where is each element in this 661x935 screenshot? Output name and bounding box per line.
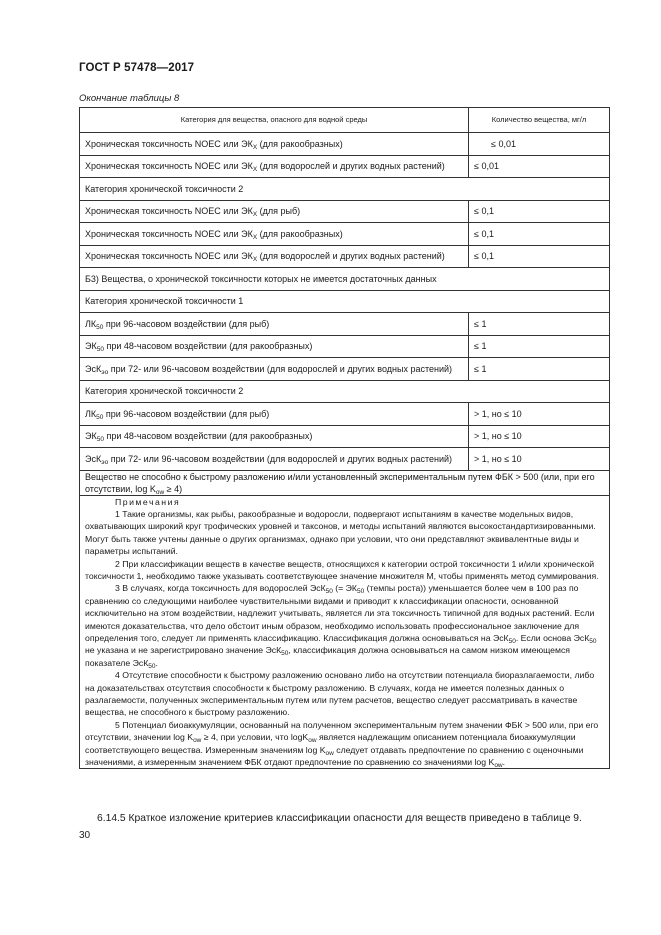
row-value: > 1, но ≤ 10: [469, 425, 610, 448]
table-row: [80, 448, 610, 471]
notes-title: Примечания: [115, 496, 181, 507]
col-category-header: Категория для вещества, опасного для водной среды: [80, 108, 469, 133]
document-code: ГОСТ Р 57478—2017: [79, 62, 195, 74]
classification-table: [79, 107, 610, 769]
table-row: [80, 133, 610, 156]
section-row: [80, 290, 610, 313]
table-row: [80, 200, 610, 223]
row-label: ЭсК$_{эо}$ при 72- или 96-часовом воздействии (для водорослей и других водных растений): [80, 448, 469, 471]
row-label: Хроническая токсичность NOEC или $ЭК_X$ (для рыб): [80, 200, 469, 223]
section-row: [80, 178, 610, 201]
row-value: ≤ 1: [469, 335, 610, 358]
note-3: 3 В случаях, когда токсичность для водорослей ЭсК$_{50}$ (= $ЭК_{50}$ (темпы роста)) уменьшается более чем в 100 раз по сравнению со следующими наиболее чувствительными видами и приводит к классификации опасности, основанной исключительно на этом воздействии, надлежит учитывать, является ли эта токсичность типичной для водных растений. Если имеются доказательства, что дело обстоит иным образом, необходимо использовать профессиональное заключение для определения того, следует ли применять классификацию. Классификация должна основываться на ЭсК$_{50}$. Если основа ЭсК$_{50}$ не указана и не зарегистрировано значение ЭсК$_{50}$, классификация должна основываться на самом низком имеющемся показателе ЭсК$_{50}$.: [85, 583, 597, 670]
row-value: ≤ 0,1: [469, 200, 610, 223]
section-title: Категория хронической токсичности 1: [80, 290, 610, 313]
table-row: [80, 245, 610, 268]
section-row: [80, 380, 610, 403]
row-value: ≤ 0,1: [469, 223, 610, 246]
notes-cell: [80, 495, 610, 769]
page-number: 30: [79, 830, 91, 841]
table-row: [80, 358, 610, 381]
row-label: Хроническая токсичность NOEC или $ЭК_X$ (для водорослей и других водных растений): [80, 155, 469, 178]
row-value: ≤ 1: [469, 313, 610, 336]
degradation-row: [80, 470, 610, 495]
closing-paragraph: 6.14.5 Краткое изложение критериев классификации опасности для веществ приведено в таблице 9.: [97, 813, 582, 824]
row-label: $ЭК_{50}$ при 48-часовом воздействии (для ракообразных): [80, 335, 469, 358]
row-value: ≤ 0,01: [469, 133, 610, 156]
note-1: 1 Такие организмы, как рыбы, ракообразные и водоросли, подвергают испытаниям в качестве модельных видов, охватывающих широкий круг трофических уровней и таксонов, и методы испытаний являются высокостандартизированными. Могут быть также учтены данные о других организмах, однако при условии, что они представляют эквивалентные виды и параметры испытаний.: [85, 508, 596, 557]
row-value: ≤ 0,01: [469, 155, 610, 178]
row-label: $ЭК_{50}$ при 48-часовом воздействии (для ракообразных): [80, 425, 469, 448]
row-label: Хроническая токсичность NOEC или $ЭК_X$ (для водорослей и других водных растений): [80, 245, 469, 268]
section-title: Категория хронической токсичности 2: [80, 178, 610, 201]
row-label: $ЛК_{50}$ при 96-часовом воздействии (для рыб): [80, 313, 469, 336]
row-label: $ЛК_{50}$ при 96-часовом воздействии (для рыб): [80, 403, 469, 426]
table-row: [80, 223, 610, 246]
section-row: [80, 268, 610, 291]
note-4: 4 Отсутствие способности к быстрому разложению основано либо на отсутствии потенциала биоразлагаемости, либо на доказательствах отсутствия способности к быстрому разложению. В случаях, когда не имеется полезных данных о разлагаемости, полученных экспериментальным путем или путем расчетов, вещество следует рассматривать в качестве вещества, не способного к быстрому разложению.: [85, 670, 595, 718]
notes-row: [80, 495, 610, 769]
row-value: > 1, но ≤ 10: [469, 448, 610, 471]
table-row: [80, 155, 610, 178]
row-value: ≤ 1: [469, 358, 610, 381]
table-row: [80, 425, 610, 448]
row-label: ЭсК$_{эо}$ при 72- или 96-часовом воздействии (для водорослей и других водных растений): [80, 358, 469, 381]
row-value: ≤ 0,1: [469, 245, 610, 268]
table-caption: Окончание таблицы 8: [79, 93, 180, 104]
section-title: Категория хронической токсичности 2: [80, 380, 610, 403]
note-2: 2 При классификации веществ в качестве веществ, относящихся к категории острой токсичности 1 и/или хронической токсичности 1, необходимо также указывать соответствующее значение множителя М, чтобы применять метод суммирования.: [85, 558, 599, 581]
table-row: [80, 335, 610, 358]
row-value: > 1, но ≤ 10: [469, 403, 610, 426]
section-b3-title: Б3) Вещества, о хронической токсичности которых не имеется достаточных данных: [80, 268, 610, 291]
note-5: 5 Потенциал биоаккумуляции, основанный на полученном экспериментальным путем значении ФБК > 500 или, при его отсутствии, значении $\log K_{ow} \ge 4$, при условии, что logK$_{ow}$ является надлежащим описанием потенциала биоаккумуляции соответствующего вещества. Измеренным значениям $\log K_{ow}$ следует отдавать предпочтение по сравнению с оценочными значениями, а измеренным значением ФБК отдают предпочтение по сравнению со значениями $\log K_{ow}$.: [85, 719, 599, 770]
table-row: [80, 313, 610, 336]
col-quantity-header: Количество вещества, мг/л: [469, 108, 610, 133]
row-label: Хроническая токсичность NOEC или $ЭК_X$ (для ракообразных): [80, 223, 469, 246]
row-label: Хроническая токсичность NOEC или $ЭК_X$ (для ракообразных): [80, 133, 469, 156]
table-header-row: [80, 108, 610, 133]
degradation-text: Вещество не способно к быстрому разложению и/или установленный экспериментальным путем ФБК > 500 (или, при его отсутствии, $\log K_{ow} \ge 4$): [80, 470, 610, 495]
table-row: [80, 403, 610, 426]
